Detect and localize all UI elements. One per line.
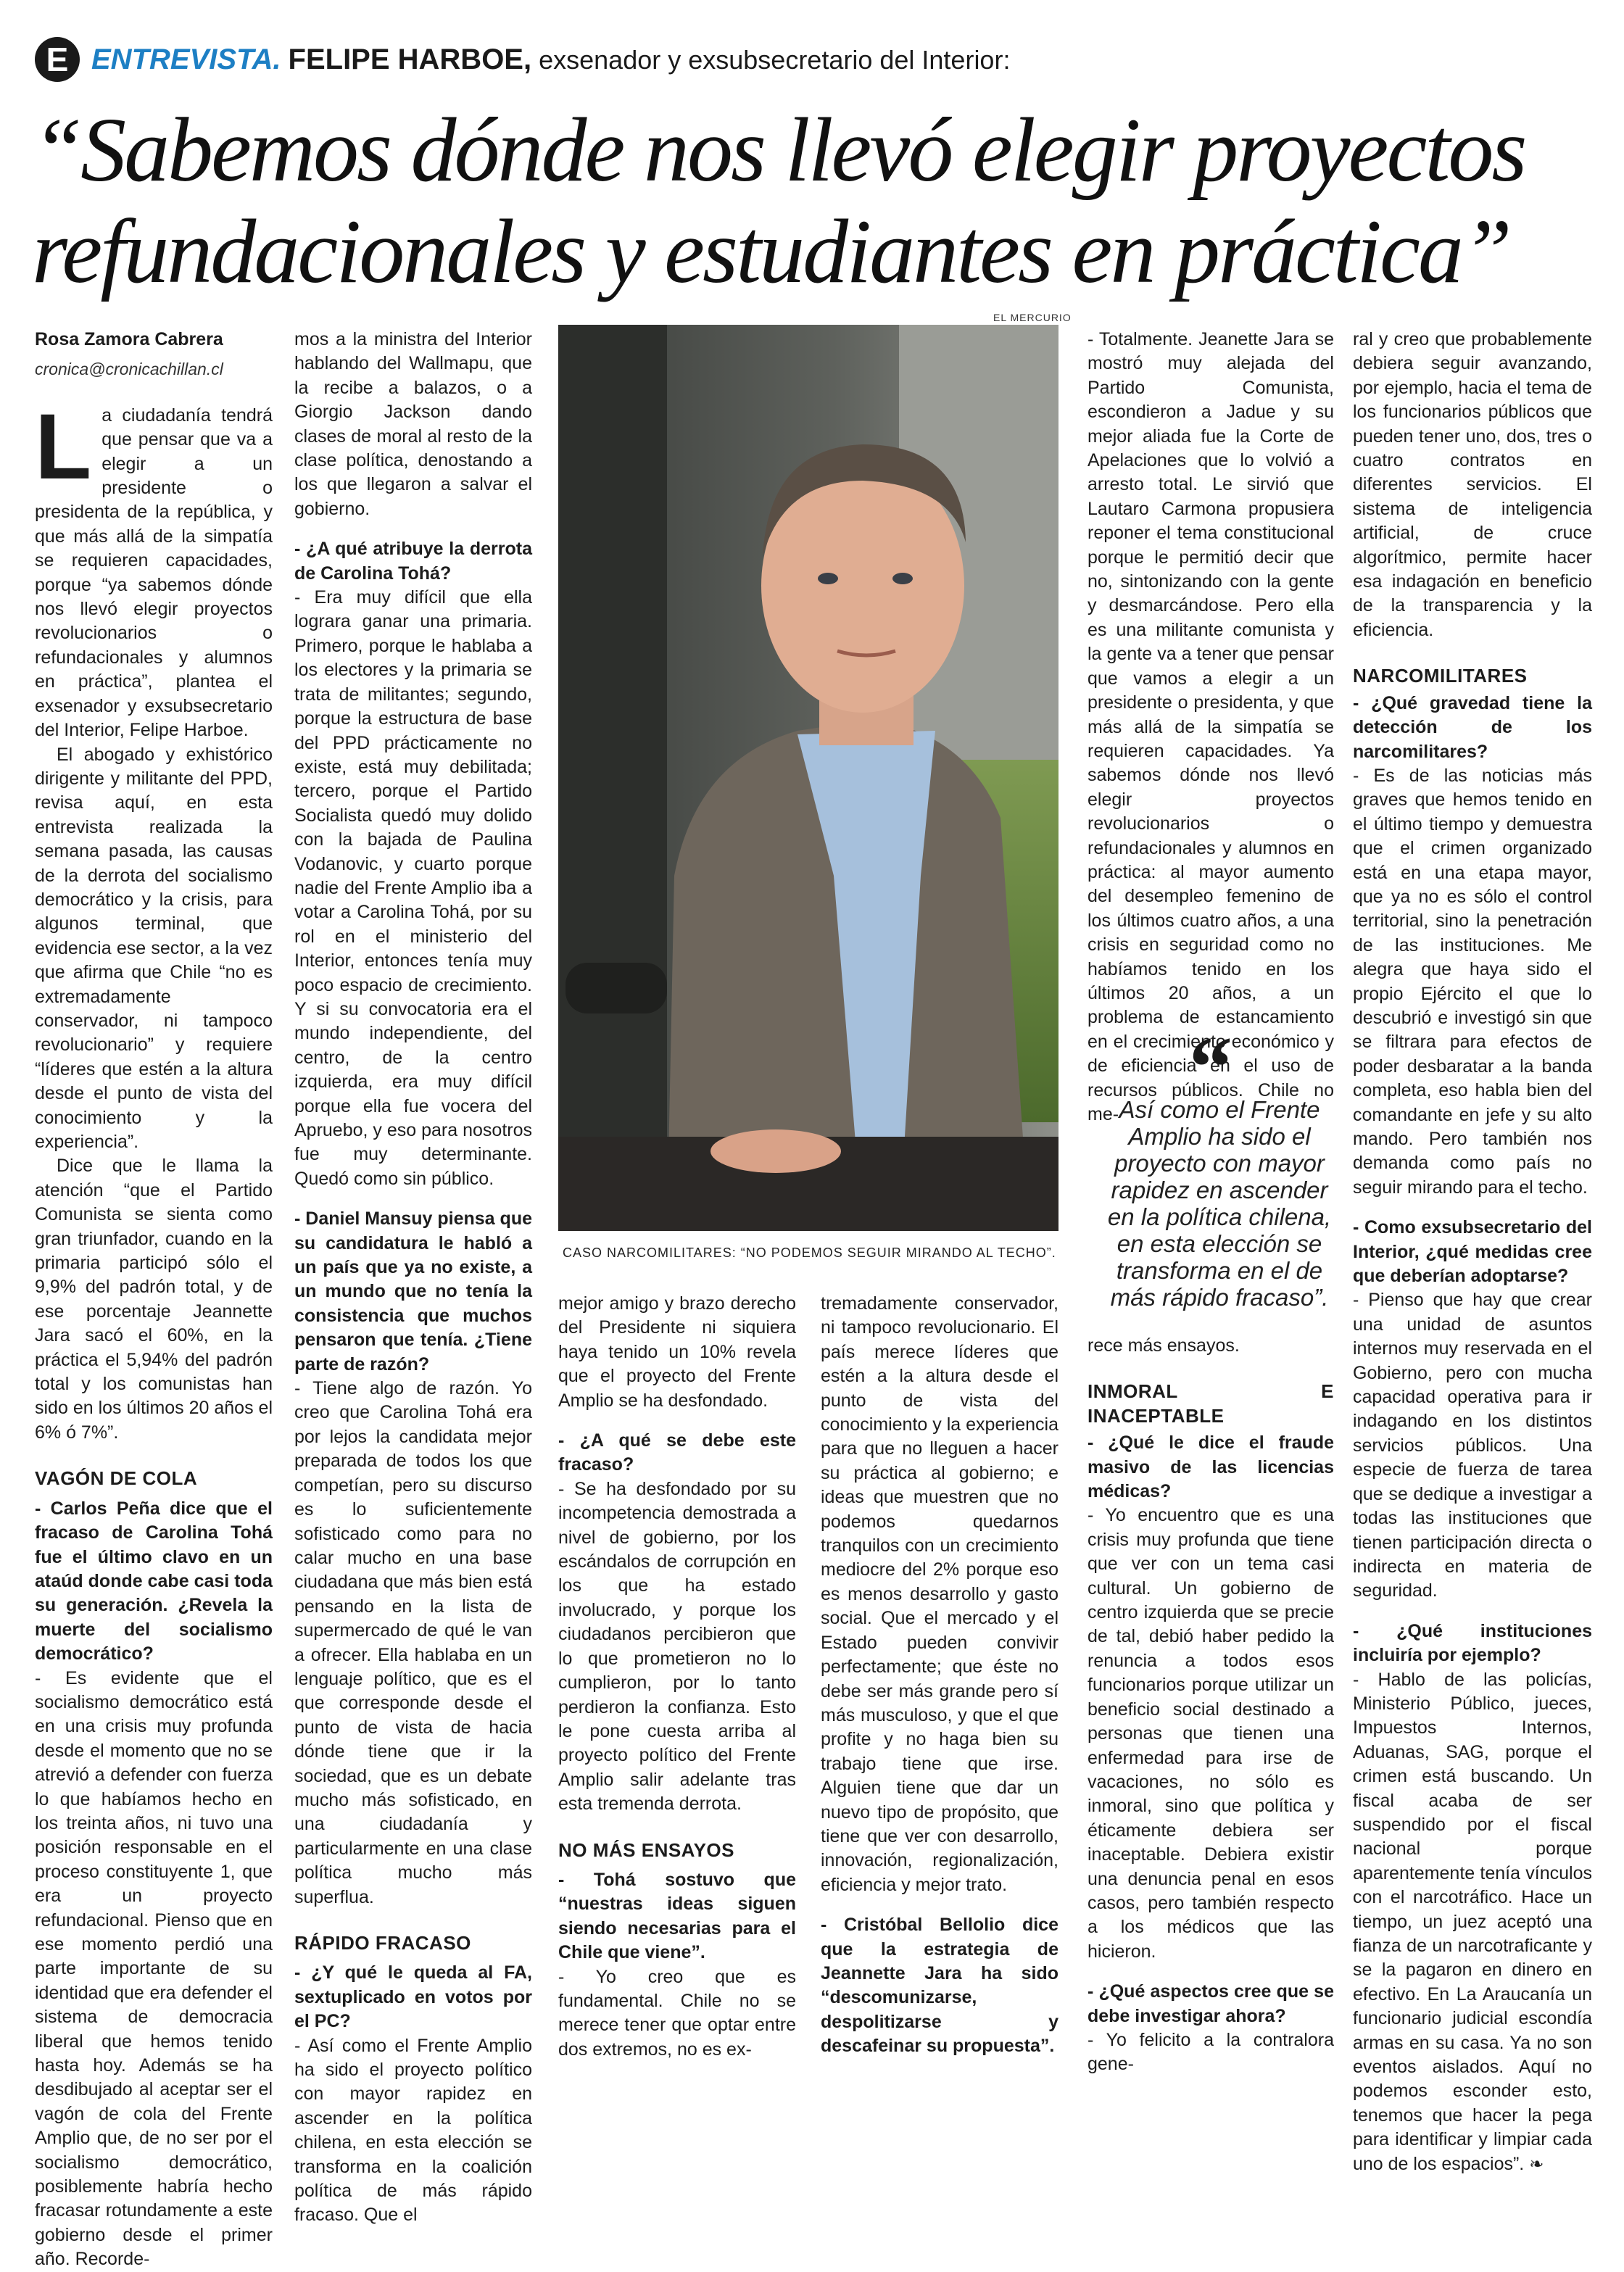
intro-paragraph [35, 394, 273, 743]
question: - ¿Qué instituciones incluiría por ejemplo? [1353, 1620, 1592, 1666]
paragraph: ral y creo que probablemente debiera seguir avanzando, por ejemplo, hacia el tema de los funcionarios públicos que pueden tener uno, dos, tres o cuatro contratos en diferentes servicios. El sistema de inteligencia artificial, de cruce algorítmico, permite hacer esa indagación en beneficio de la transparencia y la eficiencia. [1353, 329, 1592, 640]
headline [32, 100, 1598, 303]
pull-quote-mark: “ [1189, 1019, 1232, 1115]
column-2 [294, 328, 532, 2228]
paragraph: El abogado y exhistórico dirigente y militante del PPD, revisa aquí, en esta entrevista realizada la semana pasada, las causas de la derrota del socialismo democrático y la crisis, para algunos terminal, que evidencia ese sector, a la vez que afirma que Chile “no es extremadamente conservador, ni tampoco revolucionario” y requiere “líderes que estén a la altura desde el punto de vista del conocimiento y la experiencia”. [35, 744, 273, 1152]
question: - ¿A qué atribuye la derrota de Carolina Tohá? [294, 539, 532, 584]
question: - Carlos Peña dice que el fracaso de Carolina Tohá fue el último clavo en un ataúd donde cabe casi toda su generación. ¿Revela la muerte del socialismo democrático? [35, 1498, 273, 1664]
section-badge: E [35, 37, 80, 82]
paragraph: Dice que le llama la atención “que el Partido Comunista se sienta como gran triunfador, cuando en la primaria participó sólo el 9,9% del padrón total, y de ese porcentaje Jeannette Jara sacó el 60%, en la práctica el 5,94% del padrón total y los comunistas han sido en los últimos 20 años el 6% ó 7%”. [35, 1156, 273, 1443]
drop-cap: L [35, 394, 92, 499]
portrait-illustration [558, 325, 1058, 1231]
interviewee-role: exsenador y exsubsecretario del Interior: [539, 44, 1011, 75]
author-name: Rosa Zamora Cabrera [35, 329, 223, 349]
question: - ¿A qué se debe este fracaso? [558, 1430, 796, 1475]
answer: - Se ha desfondado por su incompetencia demostrada a nivel de gobierno, por los escándalos de corrupción en los que ha estado involucrado, y porque los ciudadanos percibieron que lo que prometieron no lo cumplieron, por lo tanto perdieron la confianza. Esto le pone cuesta arriba al proyecto político del Frente Amplio salir adelante tras esta tremenda derrota. [558, 1478, 796, 1815]
question: - Como exsubsecretario del Interior, ¿qué medidas cree que deberían adoptarse? [1353, 1217, 1592, 1287]
column-1 [35, 328, 273, 2272]
headline-line-2: refundacionales y estudiantes en práctica” [32, 202, 1510, 302]
answer: - Así como el Frente Amplio ha sido el proyecto político con mayor rapidez en ascender en la política chilena, en esta elección se transforma en la coalición política de más rápido fracaso. Que el [294, 2035, 532, 2226]
answer: - Era muy difícil que ella lograra ganar una primaria. Primero, porque le hablaba a los electores y la primaria se trata de militantes; segundo, porque la estructura de base del PPD prácticamente no existe, está muy debilitada; tercero, porque el Partido Socialista quedó muy dolido con la bajada de Paulina Vodanovic, y cuarto porque nadie del Frente Amplio iba a votar a Carolina Tohá, por su rol en el ministerio del Interior, entonces tenía muy poco espacio de crecimiento. Y si su convocatoria era el mundo independiente, del centro, de la centro izquierda, era muy difícil porque ella fue vocera del Apruebo, y eso para nosotros fue muy determinante. Quedó como sin público. [294, 587, 532, 1189]
paragraph: tremadamente conservador, ni tampoco revolucionario. El país merece líderes que estén a la altura desde el punto de vista del conocimiento y la experiencia para que no lleguen a hacer su práctica al gobierno; e ideas que muestren que no podemos quedarnos tranquilos con un crecimiento mediocre del 2% porque eso es menos desarrollo y gasto social. Que el mercado y el Estado pueden convivir perfectamente; que éste no debe ser más grande pero sí más musculoso, y que el que profite y no haga bien su trabajo tiene que irse. Alguien tiene que dar un nuevo tipo de propósito, que tiene que ver con desarrollo, innovación, regionalización, eficiencia y mejor trato. [821, 1293, 1058, 1895]
answer: - Yo encuentro que es una crisis muy profunda que tiene que ver con un tema casi cultural. Un gobierno de centro izquierda que se precie de tal, debió haber pedido la renuncia a todos esos funcionarios porque utilizar un beneficio social destinado a personas que tienen una enfermedad para irse de vacaciones, no sólo es inmoral, sino que política y éticamente debiera ser inaceptable. Debiera existir una denuncia penal en esos casos, pero también respecto a los médicos que las hicieron. [1088, 1505, 1334, 1962]
subhead: RÁPIDO FRACASO [294, 1932, 471, 1954]
headline-line-1: “Sabemos dónde nos llevó elegir proyectos [32, 100, 1525, 201]
answer: - Es evidente que el socialismo democrático está en una crisis muy profunda desde el momento que no se atrevió a defender con fuerza lo que habíamos hecho en los treinta años, ni tuvo una posición responsable en el proceso constituyente 1, que era un proyecto refundacional. Pienso que en ese momento perdió una parte importante de su identidad que era defender el sistema de democracia liberal que hemos tenido hasta hoy. Además se ha desdibujado al aceptar ser el vagón de cola del Frente Amplio que, de no ser por el socialismo democrático, posiblemente habría hecho fracasar rotundamente a este gobierno desde el primer año. Recorde- [35, 1667, 273, 2270]
question: - Daniel Mansuy piensa que su candidatura le habló a un país que ya no existe, a un mundo que no tenía la consistencia que muchos pensaron que tenía. ¿Tiene parte de razón? [294, 1208, 532, 1375]
answer: - Yo creo que es fundamental. Chile no se merece tener que optar entre dos extremos, no es ex- [558, 1966, 796, 2060]
column-5 [1088, 328, 1334, 1127]
question: - Cristóbal Bellolio dice que la estrategia de Jeannette Jara ha sido “descomunizarse, despolitizarse y descafeinar su propuesta”. [821, 1915, 1058, 2057]
interviewee-name: FELIPE HARBOE, [288, 43, 532, 75]
paragraph: mos a la ministra del Interior hablando del Wallmapu, que la recibe a balazos, o a Giorgio Jackson dando clases de moral al resto de la clase política, denostando a los que llegaron a salvar el gobierno. [294, 329, 532, 519]
section-label: ENTREVISTA. [91, 43, 281, 75]
kicker-line [91, 43, 1010, 76]
article-header [35, 36, 1595, 83]
paragraph: mejor amigo y brazo derecho del Presidente ni siquiera haya tenido un 10% revela que el proyecto del Frente Amplio se ha desfondado. [558, 1293, 796, 1411]
subhead: NARCOMILITARES [1353, 665, 1528, 687]
question: - ¿Y qué le queda al FA, sextuplicado en votos por el PC? [294, 1962, 532, 2032]
photo-credit: EL MERCURIO [993, 312, 1072, 323]
paragraph: rece más ensayos. [1088, 1335, 1240, 1356]
answer: - Pienso que hay que crear una unidad de asuntos internos muy reservada en el Gobierno, pero con mucha capacidad operativa para ir indagando en los distintos servicios públicos. Una especie de fuerza de tarea que se dedique a investigar a todas las instituciones que tienen participación directa o indirecta en materia de seguridad. [1353, 1290, 1592, 1601]
subhead: NO MÁS ENSAYOS [558, 1838, 734, 1861]
subhead: VAGÓN DE COLA [35, 1467, 198, 1490]
question: - Tohá sostuvo que “nuestras ideas siguen siendo necesarias para el Chile que viene”. [558, 1869, 796, 1963]
intro-text: a ciudadanía tendrá que pensar que va a elegir a un presidente o presidenta de la república, y que más allá de la simpatía se requieren capacidades, porque “ya sabemos dónde nos llevó elegir proyectos revolucionarios o refundacionales y alumnos en práctica”, plantea el exsenador y exsubsecretario del Interior, Felipe Harboe. [35, 405, 273, 741]
question: - ¿Qué le dice el fraude masivo de las licencias médicas? [1088, 1433, 1334, 1502]
answer: - Es de las noticias más graves que hemos tenido en el último tiempo y demuestra que el crimen organizado está en una etapa mayor, que ya no es sólo el control territorial, sino la penetración de las instituciones. Me alegra que haya sido el propio Ejército el que lo descubrió e investigó sin que se filtrara para efectos de poder desbaratar a la banda completa, eso habla bien del comandante en jefe y su alto mando. Pero también nos demanda como país no seguir mirando para el techo. [1353, 765, 1592, 1198]
answer-text: - Hablo de las policías, Ministerio Público, jueces, Impuestos Internos, Aduanas, SAG, porque el crimen está buscando. Un fiscal acaba de ser suspendido por el fiscal nacional porque aparentemente tenía vínculos con el narcotráfico. Hace un tiempo, un juez aceptó una fianza de un narcotraficante y se la pagaron en dinero en efectivo. En La Araucanía un funcionario judicial escondía armas en su casa. Ya no son eventos aislados. Aquí no podemos esconder esto, tenemos que hacer la pega para identificar y limpiar cada uno de los espacios”. [1353, 1669, 1592, 2174]
answer: - Tiene algo de razón. Yo creo que Carolina Tohá era por lejos la candidata mejor preparada de todos los que competían, pero su discurso es lo suficientemente sofisticado como para no calar mucho en una base ciudadana que más bien está pensando en la lista de supermercado de qué le van a ofrecer. Ella hablaba en un lenguaje político, que es el que corresponde desde el punto de vista de hacia dónde tiene que ir la sociedad, que es un debate mucho más sofisticado, en una ciudadanía y particularmente en una clase política mucho más superflua. [294, 1378, 532, 1907]
question: - ¿Qué gravedad tiene la detección de los narcomilitares? [1353, 692, 1592, 762]
column-5-continued [1088, 1334, 1334, 2077]
column-3 [558, 1292, 796, 2062]
pull-quote: Así como el Frente Amplio ha sido el proyecto con mayor rapidez en ascender en la política chilena, en esta elección se transforma en el de más rápido fracaso”. [1107, 1096, 1332, 1311]
end-of-article-icon: ❧ [1529, 2154, 1544, 2174]
column-6 [1353, 328, 1592, 2176]
answer [1353, 1668, 1592, 2177]
answer: - Yo felicito a la contralora gene- [1088, 2029, 1334, 2075]
photo-caption: CASO NARCOMILITARES: “NO PODEMOS SEGUIR MIRANDO AL TECHO”. [563, 1245, 1056, 1260]
question: - ¿Qué aspectos cree que se debe investigar ahora? [1088, 1981, 1334, 2026]
column-4 [821, 1292, 1058, 2059]
subhead: INMORAL E INACEPTABLE [1088, 1380, 1334, 1427]
paragraph: - Totalmente. Jeanette Jara se mostró muy alejada del Partido Comunista, escondieron a Jadue y su mejor aliada fue la Corte de Apelaciones que lo volvió a arresto total. Le sirvió que Lautaro Carmona propusiera reponer el tema constitucional porque le permitió decir que no, sintonizando con la gente y desmarcándose. Pero ella es una militante comunista y la gente va a tener que pensar que vamos a elegir a un presidente o presidenta, y que más allá de la simpatía se requieren capacidades. Ya sabemos dónde nos llevó elegir proyectos revolucionarios o refundacionales y alumnos en práctica: al mayor aumento del desempleo femenino de los últimos cuatro años, a una crisis en seguridad como no habíamos tenido en los últimos 20 años, a un problema de estancamiento en el crecimiento económico y de eficiencia en el uso de recursos públicos. Chile no me- [1088, 329, 1334, 1124]
portrait-photo [558, 325, 1058, 1231]
author-email[interactable]: cronica@cronicachillan.cl [35, 360, 223, 379]
